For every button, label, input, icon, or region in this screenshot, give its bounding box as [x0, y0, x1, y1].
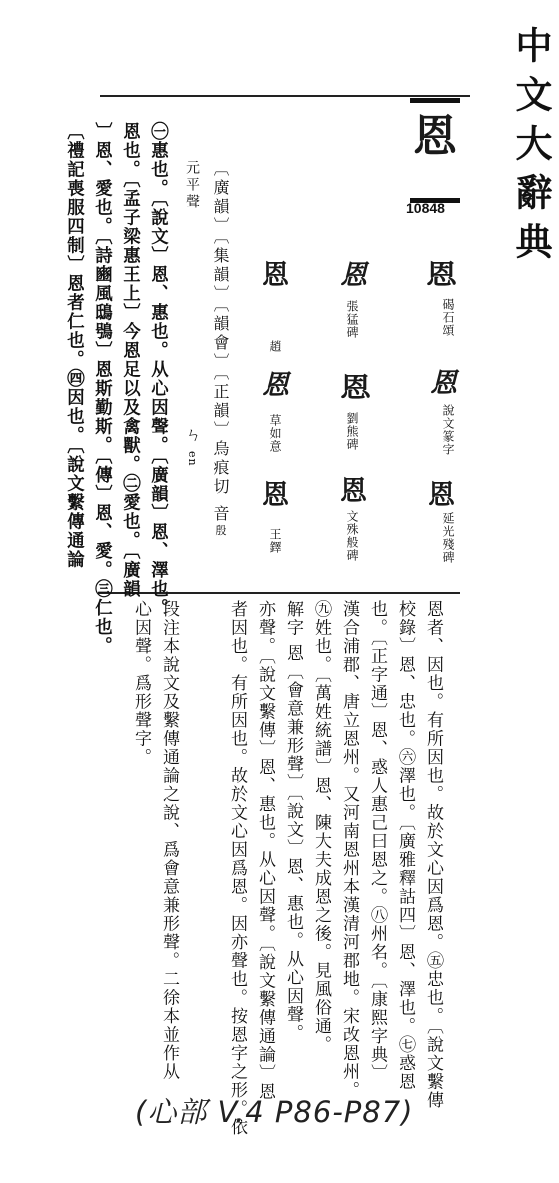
top-rule — [100, 95, 470, 97]
phonetic-line-1 — [212, 160, 228, 536]
lower-definition-col: 校錄〕恩、忠也。㊅澤也。〔廣雅釋詁四〕恩、澤也。㊆惑恩 — [395, 600, 415, 1091]
script-form-glyph: 恩 — [262, 260, 289, 291]
phonetic-romanization: en — [186, 451, 199, 467]
lower-definition-col: 漢合浦郡、唐立恩州。又河南恩州本漢清河郡地。宋改恩州。 — [339, 600, 359, 1100]
script-form-glyph: 恩 — [340, 476, 367, 507]
lower-definition-col: 段注本說文及繫傳通論之說、爲會意兼形聲。二徐本並作从 — [159, 600, 179, 1081]
script-form-label: 延光殘碑 — [441, 512, 455, 564]
lower-definition-col: 亦聲。〔說文繫傳〕恩、惠也。从心因聲。〔說文繫傳通論〕恩 — [255, 600, 275, 1101]
book-title: 中文大辭典 — [509, 26, 553, 271]
upper-definition-col: 〕恩、愛也。〔詩豳風鴟鴞〕恩斯勤斯。〔傳〕恩、愛。㊂仁也。 — [91, 122, 112, 656]
lower-definition-col: 恩者、因也。有所因也。故於文心因爲恩。㊄忠也。〔說文繫傳 — [423, 600, 443, 1110]
script-form-label: 王鐸 — [268, 528, 282, 554]
script-form-glyph: 恩 — [340, 260, 367, 290]
script-form-label: 碣石頌 — [441, 298, 455, 337]
script-form-label: 草如意 — [268, 414, 282, 453]
headword: 恩 — [413, 111, 457, 162]
headword-box — [410, 98, 460, 203]
lower-definition-col: 解字 恩〔會意兼形聲〕〔說文〕恩、惠也。从心因聲。 — [283, 600, 303, 1043]
phonetic-line-2 — [184, 160, 200, 467]
script-form-glyph: 恩 — [262, 480, 289, 511]
upper-definition-col: 〔禮記喪服四制〕恩者仁也。㊃因也。〔說文繫傳通論 — [63, 122, 84, 570]
entry-number: 10848 — [406, 200, 445, 216]
phonetic-tone: 元平聲 — [184, 160, 200, 211]
script-form-label: 說文篆字 — [441, 404, 455, 456]
script-form-glyph: 恩 — [339, 373, 372, 404]
script-form-glyph: 恩 — [425, 260, 458, 291]
phonetic-homophone: 殷 — [214, 524, 227, 537]
script-form-label: 劉熊碑 — [345, 412, 359, 451]
phonetic-bopomofo: ㄣ — [183, 426, 202, 445]
upper-definition-col: ㊀惠也。〔說文〕恩、惠也。从心因聲。〔廣韻〕恩、澤也。 — [147, 122, 168, 618]
script-form-glyph: 恩 — [262, 370, 289, 400]
script-form-glyph: 恩 — [428, 480, 455, 511]
lower-definition-col: 者因也。有所因也。故於文心因爲恩。因亦聲也。按恩字之形。依 — [227, 600, 247, 1137]
phonetic-rhymes: 〔廣韻〕〔集韻〕〔韻會〕〔正韻〕烏痕切 音 — [211, 160, 230, 525]
lower-definition-col: 也。〔正字通〕恩、惑人惠己曰恩之。㊇州名。〔康熙字典〕 — [367, 600, 387, 1083]
handwritten-annotation: (心部 V.4 P86-P87) — [135, 1095, 414, 1129]
lower-definition-col: ㊈姓也。〔萬姓統譜〕恩、陳大夫成恩之後。見風俗通。 — [311, 600, 331, 1054]
script-form-label: 趙 — [268, 340, 282, 353]
lower-definition-col: 心因聲。爲形聲字。 — [131, 600, 151, 767]
script-form-label: 張猛碑 — [345, 300, 359, 339]
script-form-label: 文殊般碑 — [345, 510, 359, 562]
upper-definition-col: 恩也。〔孟子梁惠王上〕今恩足以及禽獸。㊁愛也。〔廣韻 — [119, 122, 140, 599]
script-form-glyph: 恩 — [430, 368, 457, 398]
